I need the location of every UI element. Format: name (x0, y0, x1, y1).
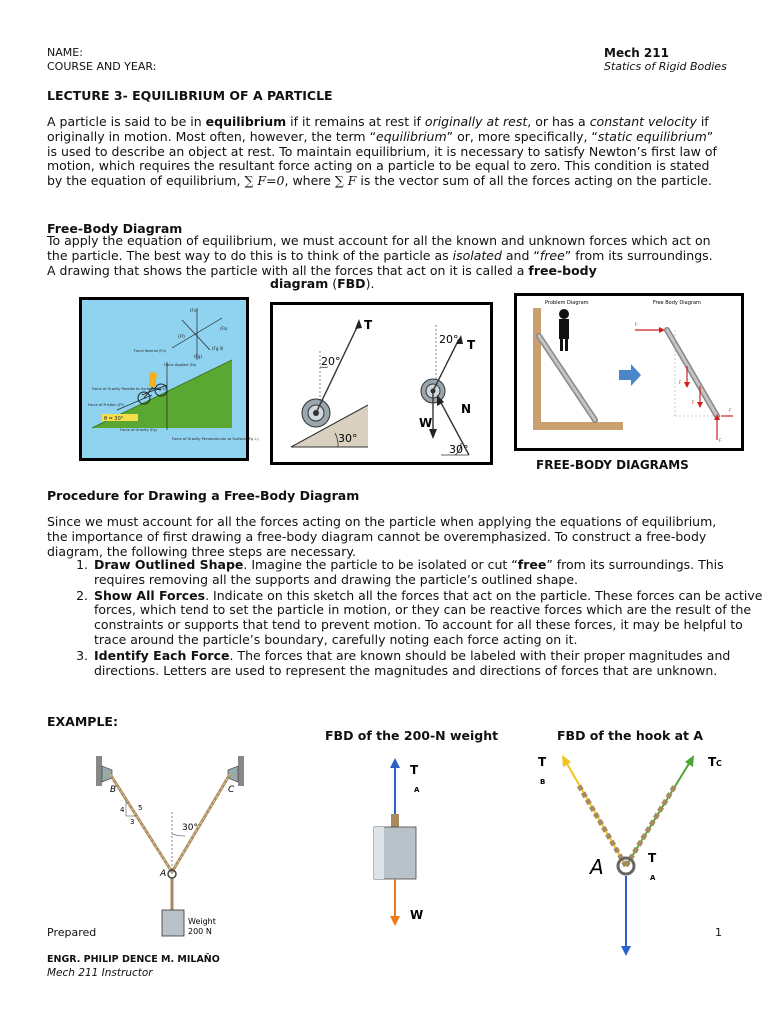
spool2-n-label: N (461, 402, 472, 416)
bike-axis-ff: (Ff) (178, 334, 185, 339)
svg-text:F: F (679, 381, 682, 386)
example-weight-value: 200 N (188, 927, 212, 936)
bike-label-applied: Force Applied (Fa) (164, 363, 197, 367)
hook-fbd-svg (530, 748, 720, 960)
bike-axis-fg: (Fg) (194, 354, 202, 359)
example-weight-label: Weight (188, 917, 216, 926)
example-point-c: C (228, 785, 235, 795)
bike-label-friction: Force of Friction (Ff) (88, 403, 124, 407)
ta-down-arrow (621, 946, 631, 956)
procedure-intro: Since we must account for all the forces acting on the particle when applying the equations of equilibrium, the importance of first drawing a free-body diagram cannot be overemphasized. To construct a free-body diagram, the following three steps are necessary. (47, 514, 717, 559)
svg-text:F: F (692, 401, 695, 406)
arrow-right-icon (619, 364, 641, 386)
equilibrium-equation: ∑ F=0 (244, 173, 285, 189)
bike-label-perp: Force of Gravity Perpendicular to Surface (Fg ⊥) (172, 437, 259, 441)
hook-fbd-point-a: A (590, 855, 604, 879)
hook-fbd-ta-sub: A (650, 874, 656, 882)
hook-fbd-tc-sub: C (716, 759, 722, 768)
fbd-hook-title: FBD of the hook at A (557, 728, 704, 743)
svg-text:F: F (635, 323, 638, 328)
ladder-fbd-figure (514, 293, 744, 451)
svg-text:F: F (719, 439, 722, 444)
bike-axis-fgll: (Fg ll) (212, 346, 224, 351)
ladder-fbd-svg (517, 296, 741, 448)
fbd-paragraph: To apply the equation of equilibrium, we must account for all the known and unknown forces which act on the particle. The best way to do this is to think of the particle as isolated and “free” from its surroundings. A drawing that shows the particle with all the forces that act on it is called a free-body (47, 233, 713, 278)
ta-arrow (390, 758, 400, 768)
course-title: Statics of Rigid Bodies (604, 60, 727, 73)
figures-caption: FREE-BODY DIAGRAMS (536, 458, 689, 472)
bike-axis-fn: (Fn) (190, 308, 198, 313)
spool2-angle20: 20° (439, 333, 459, 346)
free-body-diagram-label: Free Body Diagram (653, 300, 701, 306)
step-item: 3. Identify Each Force. The forces that are known should be labeled with their proper magnitudes and directions. Letters are used to represent the magnitudes and directions of forces that are unknown. (92, 649, 767, 679)
tc-arrow (685, 755, 694, 767)
example-ratio-5: 5 (138, 804, 143, 812)
author-name: ENGR. PHILIP DENCE M. MILAÑO (47, 954, 220, 965)
bike-label-gravity: Force of Gravity (Fg) (120, 428, 157, 432)
example-ratio-4: 4 (120, 806, 125, 814)
name-label: NAME: (47, 46, 83, 59)
tb-arrow (562, 755, 571, 767)
sum-force-symbol: ∑ F (334, 173, 357, 189)
bike-fbd-svg (82, 300, 259, 458)
spool1-t-label: T (364, 318, 373, 332)
spool1-angle20: 20° (321, 355, 341, 368)
weight-fbd-w: W (410, 908, 424, 922)
fbd-term: diagram (FBD). (270, 276, 375, 291)
fbd-heading: Free-Body Diagram (47, 221, 183, 236)
spool-fbd-svg (273, 305, 490, 462)
author-role: Mech 211 Instructor (47, 967, 153, 979)
spool1-angle30: 30° (338, 432, 358, 445)
spool2-t-label: T (467, 338, 476, 352)
bike-axis-fa: (Fa) (220, 326, 228, 331)
spool2-w-label: W (419, 416, 433, 430)
course-code: Mech 211 (604, 46, 669, 60)
weight-fbd-ta-sub: A (414, 786, 420, 794)
weight-fbd-ta: T (410, 763, 419, 777)
hook-fbd-tb-sub: B (540, 778, 546, 786)
weight-fbd-svg (360, 752, 450, 932)
problem-diagram-label: Problem Diagram (545, 300, 589, 306)
page-number: 1 (715, 926, 722, 939)
procedure-steps (47, 558, 767, 679)
step-item: 1. Draw Outlined Shape. Imagine the particle to be isolated or cut “free” from its surroundings. This requires removing all the supports and drawing the particle’s outlined shape. (92, 558, 767, 588)
spool-fbd-figure (270, 302, 493, 465)
fbd-weight-title: FBD of the 200-N weight (325, 728, 499, 743)
bike-label-normal: Force Normal (Fn) (134, 349, 167, 353)
example-angle-label: 30° (182, 823, 198, 833)
procedure-heading: Procedure for Drawing a Free-Body Diagram (47, 488, 360, 503)
example-point-b: B (110, 785, 117, 795)
hook-fbd-ta: T (648, 851, 657, 865)
example-heading: EXAMPLE: (47, 714, 118, 729)
intro-paragraph: A particle is said to be in equilibrium if it remains at rest if originally at rest, or has a constant velocity if originally in motion. Most often, however, the term “equilibrium” or, more specifically, “static equilibrium” is used to describe an object at rest. To maintain equilibrium, it is necessary to satisfy Newton’s first law of motion, which requires the resultant force acting on a particle to be equal to zero. This condition is stated by the equation of equilibrium, ∑ F=0, where ∑ F is the vector sum of all the forces acting on the particle. (47, 114, 717, 189)
bike-label-parallel: Force of Gravity Parallel to Surface (Fg ll) (92, 387, 166, 391)
example-point-a: A (160, 869, 167, 879)
hook-fbd-tb: T (538, 755, 547, 769)
bike-fbd-figure (79, 297, 259, 461)
prepared-label: Prepared (47, 926, 97, 939)
step-item: 2. Show All Forces. Indicate on this sketch all the forces that act on the particle. These forces can be active forces, which tend to set the particle in motion, or they can be reactive forces which are the result of the constraints or supports that tend to prevent motion. To account for all these forces, it may be helpful to trace around the particle’s boundary, carefully noting each force acting on it. (92, 589, 767, 648)
spool2-angle30: 30° (449, 443, 469, 456)
example-ratio-3: 3 (130, 818, 135, 826)
lecture-title: LECTURE 3- EQUILIBRIUM OF A PARTICLE (47, 88, 333, 103)
hook-fbd-tc: T (708, 755, 717, 769)
w-arrow (390, 916, 400, 926)
svg-text:F: F (729, 409, 732, 414)
bike-angle-label: θ = 30° (104, 416, 124, 422)
example-system-svg (90, 752, 260, 942)
course-year-label: COURSE AND YEAR: (47, 60, 157, 73)
